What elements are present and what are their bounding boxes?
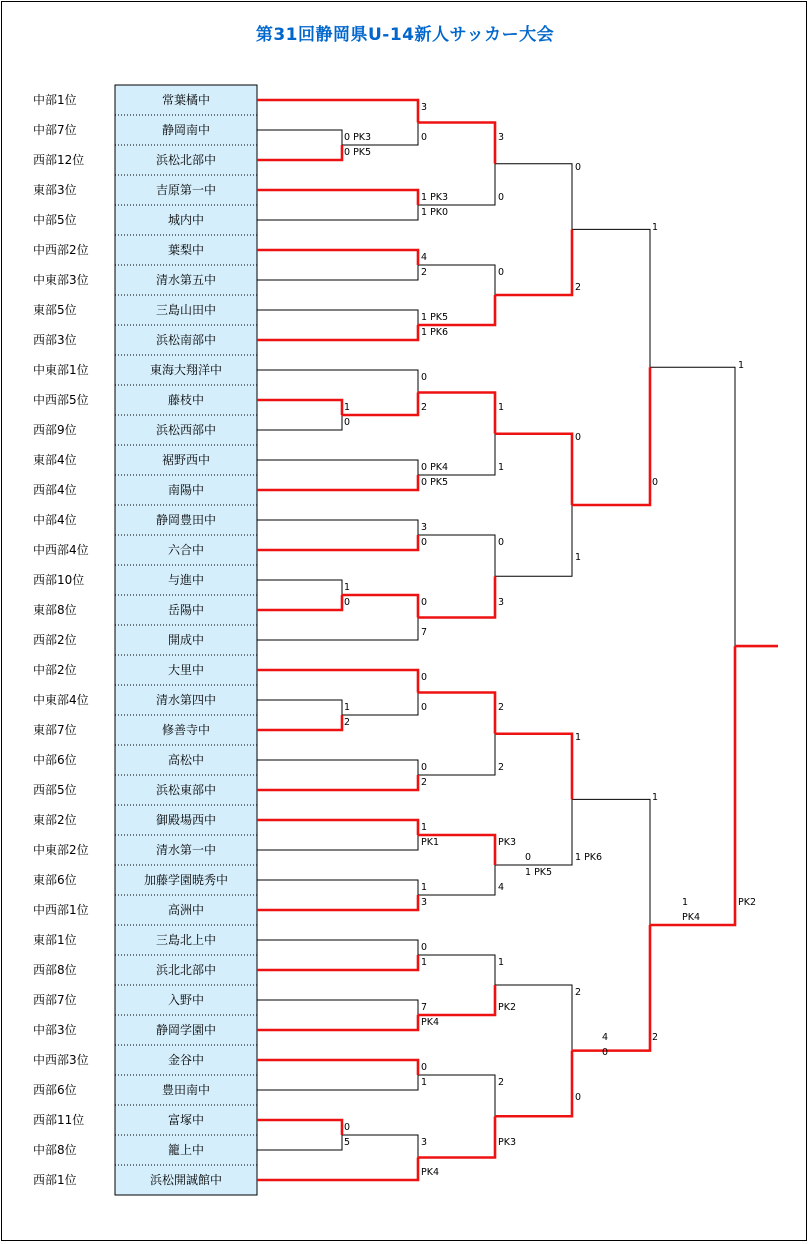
team-seed: 西部3位 bbox=[33, 333, 77, 347]
bracket-line bbox=[572, 367, 650, 505]
team-name[interactable]: 大里中 bbox=[167, 663, 205, 677]
score-label: 1 bbox=[421, 882, 428, 893]
score-label: PK4 bbox=[682, 912, 701, 923]
score-label: 4 bbox=[602, 1032, 609, 1043]
score-label: 0 bbox=[652, 477, 659, 488]
bracket-line bbox=[495, 985, 572, 1051]
bracket-line bbox=[257, 265, 418, 280]
score-label: 0 PK3 bbox=[344, 132, 372, 143]
team-seed: 東部1位 bbox=[33, 933, 77, 947]
score-label: 2 bbox=[575, 282, 582, 293]
score-label: 7 bbox=[421, 1002, 428, 1013]
score-label: 4 bbox=[421, 252, 428, 263]
team-name[interactable]: 東海大翔洋中 bbox=[149, 363, 223, 377]
score-label: PK2 bbox=[738, 897, 757, 908]
bracket-line bbox=[418, 576, 495, 617]
score-label: 3 bbox=[421, 102, 428, 113]
score-label: 1 PK0 bbox=[421, 207, 449, 218]
bracket-line bbox=[257, 535, 418, 550]
bracket-line bbox=[257, 940, 418, 955]
score-label: 2 bbox=[421, 777, 428, 788]
team-name[interactable]: 三島山田中 bbox=[155, 303, 217, 317]
bracket-line bbox=[257, 145, 342, 160]
bracket-line bbox=[257, 1075, 418, 1090]
score-label: 3 bbox=[421, 522, 428, 533]
score-label: 3 bbox=[498, 132, 505, 143]
score-label: 0 bbox=[421, 132, 428, 143]
score-label: 1 bbox=[421, 822, 428, 833]
team-name[interactable]: 六合中 bbox=[167, 543, 205, 557]
score-label: PK4 bbox=[421, 1017, 440, 1028]
score-label: 0 bbox=[421, 372, 428, 383]
bracket-line bbox=[257, 595, 342, 610]
bracket-line bbox=[418, 1075, 495, 1116]
team-name[interactable]: 静岡豊田中 bbox=[155, 513, 217, 527]
team-seed: 西部4位 bbox=[33, 483, 77, 497]
team-name[interactable]: 高洲中 bbox=[167, 903, 205, 917]
bracket-line bbox=[257, 415, 342, 430]
bracket-line bbox=[257, 670, 418, 693]
score-label: 1 PK6 bbox=[421, 327, 449, 338]
bracket-line bbox=[495, 434, 572, 505]
score-label: 0 bbox=[421, 702, 428, 713]
score-label: 0 bbox=[344, 417, 351, 428]
bracket-line bbox=[257, 1120, 342, 1135]
bracket-line bbox=[257, 955, 418, 970]
team-name[interactable]: 静岡学園中 bbox=[155, 1023, 217, 1037]
score-label: 0 bbox=[575, 162, 582, 173]
team-seed: 中部7位 bbox=[33, 123, 77, 137]
bracket-line bbox=[257, 580, 342, 595]
team-name[interactable]: 城内中 bbox=[167, 213, 205, 227]
score-label: 1 bbox=[421, 1077, 428, 1088]
bracket-line bbox=[572, 229, 650, 367]
team-seed: 中西部3位 bbox=[33, 1053, 89, 1067]
bracket-line bbox=[257, 1000, 418, 1015]
team-seed: 中西部5位 bbox=[33, 393, 89, 407]
score-label: 1 bbox=[682, 897, 689, 908]
score-label: PK4 bbox=[421, 1167, 440, 1178]
team-name[interactable]: 浜松西部中 bbox=[155, 423, 217, 437]
team-name[interactable]: 御殿場西中 bbox=[155, 813, 217, 827]
score-label: PK1 bbox=[421, 837, 440, 848]
bracket-line bbox=[418, 865, 495, 895]
team-name[interactable]: 入野中 bbox=[167, 993, 205, 1007]
score-label: 0 bbox=[575, 1092, 582, 1103]
score-label: 1 bbox=[652, 792, 659, 803]
bracket-line bbox=[257, 835, 418, 850]
score-label: 0 bbox=[575, 432, 582, 443]
team-name[interactable]: 金谷中 bbox=[167, 1053, 205, 1067]
bracket-line bbox=[495, 505, 572, 576]
bracket-line bbox=[257, 1135, 342, 1150]
bracket-line bbox=[257, 250, 418, 265]
team-seed: 西部12位 bbox=[33, 153, 85, 167]
score-label: 0 bbox=[421, 762, 428, 773]
score-label: 0 PK5 bbox=[421, 477, 449, 488]
team-name[interactable]: 浜松北部中 bbox=[155, 153, 217, 167]
score-label: 2 bbox=[575, 987, 582, 998]
team-name[interactable]: 浜松南部中 bbox=[155, 333, 217, 347]
team-name[interactable]: 豊田南中 bbox=[161, 1083, 211, 1097]
score-label: PK2 bbox=[498, 1002, 517, 1013]
score-label: 1 bbox=[575, 552, 582, 563]
team-seed: 中東部1位 bbox=[33, 363, 89, 377]
team-seed: 東部5位 bbox=[33, 303, 77, 317]
bracket-line bbox=[418, 955, 495, 985]
score-label: 1 PK5 bbox=[525, 867, 553, 878]
bracket-line bbox=[418, 693, 495, 734]
bracket-line bbox=[257, 130, 342, 145]
bracket-line bbox=[418, 393, 495, 434]
team-seed: 東部3位 bbox=[33, 183, 77, 197]
team-seed: 中部4位 bbox=[33, 513, 77, 527]
team-seed: 西部7位 bbox=[33, 993, 77, 1007]
score-label: 1 bbox=[575, 732, 582, 743]
bracket-line bbox=[257, 190, 418, 205]
team-name[interactable]: 浜松開誠館中 bbox=[149, 1173, 223, 1187]
score-label: 0 bbox=[602, 1047, 609, 1058]
score-label: 1 bbox=[344, 702, 351, 713]
score-label: 7 bbox=[421, 627, 428, 638]
bracket-line bbox=[418, 985, 495, 1015]
team-name[interactable]: 清水第五中 bbox=[155, 273, 217, 287]
team-name[interactable]: 清水第一中 bbox=[155, 843, 217, 857]
score-label: 1 bbox=[421, 957, 428, 968]
bracket-line bbox=[418, 535, 495, 576]
score-label: 1 bbox=[344, 582, 351, 593]
team-seed: 東部6位 bbox=[33, 873, 77, 887]
score-label: 0 bbox=[344, 597, 351, 608]
team-seed: 中東部2位 bbox=[33, 843, 89, 857]
team-seed: 西部10位 bbox=[33, 573, 85, 587]
bracket-line bbox=[257, 310, 418, 325]
score-label: 1 bbox=[498, 402, 505, 413]
bracket-line bbox=[650, 367, 735, 646]
bracket-line bbox=[257, 618, 418, 641]
team-seed: 中部8位 bbox=[33, 1143, 77, 1157]
bracket-line bbox=[257, 370, 418, 393]
bracket-line bbox=[342, 1135, 418, 1158]
page-title: 第31回静岡県U-14新人サッカー大会 bbox=[255, 25, 555, 45]
team-seed: 東部8位 bbox=[33, 603, 77, 617]
bracket-line bbox=[257, 520, 418, 535]
team-seed: 中部1位 bbox=[33, 93, 77, 107]
score-label: 5 bbox=[344, 1137, 351, 1148]
team-name[interactable]: 与進中 bbox=[167, 573, 205, 587]
bracket-line bbox=[257, 880, 418, 895]
score-label: 1 bbox=[498, 462, 505, 473]
team-name[interactable]: 葉梨中 bbox=[167, 243, 205, 257]
bracket-line bbox=[342, 595, 418, 618]
bracket-line bbox=[342, 693, 418, 716]
bracket-line bbox=[257, 1060, 418, 1075]
score-label: 0 bbox=[421, 597, 428, 608]
score-label: 0 bbox=[421, 942, 428, 953]
score-label: 1 bbox=[498, 957, 505, 968]
bracket-line bbox=[257, 1158, 418, 1181]
bracket-line bbox=[257, 100, 418, 123]
team-seed: 中部5位 bbox=[33, 213, 77, 227]
score-label: 2 bbox=[421, 267, 428, 278]
team-seed: 西部11位 bbox=[33, 1113, 85, 1127]
team-seed: 中部3位 bbox=[33, 1023, 77, 1037]
team-name[interactable]: 籠上中 bbox=[167, 1143, 205, 1157]
bracket-line bbox=[418, 1116, 495, 1157]
bracket-line bbox=[495, 734, 572, 800]
team-seed: 東部2位 bbox=[33, 813, 77, 827]
score-label: 0 PK4 bbox=[421, 462, 449, 473]
bracket-line bbox=[495, 229, 572, 295]
score-label: 3 bbox=[421, 897, 428, 908]
team-seed: 中部6位 bbox=[33, 753, 77, 767]
score-label: PK3 bbox=[498, 837, 517, 848]
bracket-line bbox=[495, 164, 572, 230]
score-label: 1 bbox=[652, 222, 659, 233]
team-seed: 東部7位 bbox=[33, 723, 77, 737]
score-label: 2 bbox=[421, 402, 428, 413]
team-name[interactable]: 三島北上中 bbox=[155, 933, 217, 947]
score-label: 1 PK6 bbox=[575, 852, 603, 863]
score-label: 0 bbox=[421, 672, 428, 683]
team-seed: 中部2位 bbox=[33, 663, 77, 677]
team-name[interactable]: 静岡南中 bbox=[161, 123, 211, 137]
bracket-line bbox=[650, 646, 735, 925]
team-name[interactable]: 浜松東部中 bbox=[155, 783, 217, 797]
bracket-line bbox=[257, 475, 418, 490]
bracket-line bbox=[257, 760, 418, 775]
score-label: 4 bbox=[498, 882, 505, 893]
bracket-line bbox=[572, 925, 650, 1051]
bracket-line bbox=[418, 265, 495, 295]
team-name[interactable]: 浜北北部中 bbox=[155, 963, 217, 977]
bracket-line bbox=[257, 1015, 418, 1030]
bracket-line bbox=[495, 1051, 572, 1117]
team-name[interactable]: 常葉橘中 bbox=[161, 93, 211, 107]
team-seed: 中東部3位 bbox=[33, 273, 89, 287]
bracket-line bbox=[418, 123, 495, 164]
bracket-line bbox=[495, 799, 572, 865]
team-seed: 中東部4位 bbox=[33, 693, 89, 707]
team-name[interactable]: 修善寺中 bbox=[161, 723, 211, 737]
score-label: 0 bbox=[498, 267, 505, 278]
team-seed: 西部6位 bbox=[33, 1083, 77, 1097]
team-name[interactable]: 清水第四中 bbox=[155, 693, 217, 707]
bracket-line bbox=[257, 205, 418, 220]
score-label: 2 bbox=[498, 1077, 505, 1088]
team-name[interactable]: 開成中 bbox=[167, 633, 205, 647]
score-label: 3 bbox=[421, 1137, 428, 1148]
score-label: 1 PK5 bbox=[421, 312, 449, 323]
team-seed: 西部2位 bbox=[33, 633, 77, 647]
score-label: 0 bbox=[344, 1122, 351, 1133]
score-label: 0 bbox=[421, 537, 428, 548]
bracket-line bbox=[257, 775, 418, 790]
score-label: 0 bbox=[498, 192, 505, 203]
team-name[interactable]: 裾野西中 bbox=[161, 453, 211, 467]
bracket-line bbox=[257, 325, 418, 340]
score-label: 1 bbox=[738, 360, 745, 371]
score-label: 2 bbox=[498, 762, 505, 773]
team-name[interactable]: 富塚中 bbox=[167, 1113, 205, 1127]
team-name[interactable]: 高松中 bbox=[167, 753, 205, 767]
team-name[interactable]: 吉原第一中 bbox=[155, 183, 217, 197]
bracket-line bbox=[418, 734, 495, 775]
score-label: 2 bbox=[498, 702, 505, 713]
score-label: 3 bbox=[498, 597, 505, 608]
bracket-line bbox=[342, 393, 418, 416]
score-label: 1 bbox=[344, 402, 351, 413]
team-seed: 中西部1位 bbox=[33, 903, 89, 917]
team-name[interactable]: 藤枝中 bbox=[167, 393, 205, 407]
bracket-line bbox=[257, 895, 418, 910]
score-label: 0 bbox=[421, 1062, 428, 1073]
bracket-line bbox=[257, 460, 418, 475]
team-name[interactable]: 南陽中 bbox=[167, 483, 205, 497]
bracket-line bbox=[257, 700, 342, 715]
team-seed: 西部9位 bbox=[33, 423, 77, 437]
score-label: 0 PK5 bbox=[344, 147, 372, 158]
score-label: 2 bbox=[344, 717, 351, 728]
team-seed: 西部5位 bbox=[33, 783, 77, 797]
team-seed: 中西部4位 bbox=[33, 543, 89, 557]
score-label: 0 bbox=[525, 852, 532, 863]
score-label: 2 bbox=[652, 1032, 659, 1043]
team-seed: 西部8位 bbox=[33, 963, 77, 977]
team-seed: 東部4位 bbox=[33, 453, 77, 467]
bracket-line bbox=[257, 820, 418, 835]
team-seed: 西部1位 bbox=[33, 1173, 77, 1187]
score-label: PK3 bbox=[498, 1137, 517, 1148]
team-name[interactable]: 加藤学園暁秀中 bbox=[143, 873, 229, 887]
team-name[interactable]: 岳陽中 bbox=[167, 603, 205, 617]
team-seed: 中西部2位 bbox=[33, 243, 89, 257]
bracket-line bbox=[257, 400, 342, 415]
score-label: 1 PK3 bbox=[421, 192, 449, 203]
score-label: 0 bbox=[498, 537, 505, 548]
bracket-line bbox=[257, 715, 342, 730]
